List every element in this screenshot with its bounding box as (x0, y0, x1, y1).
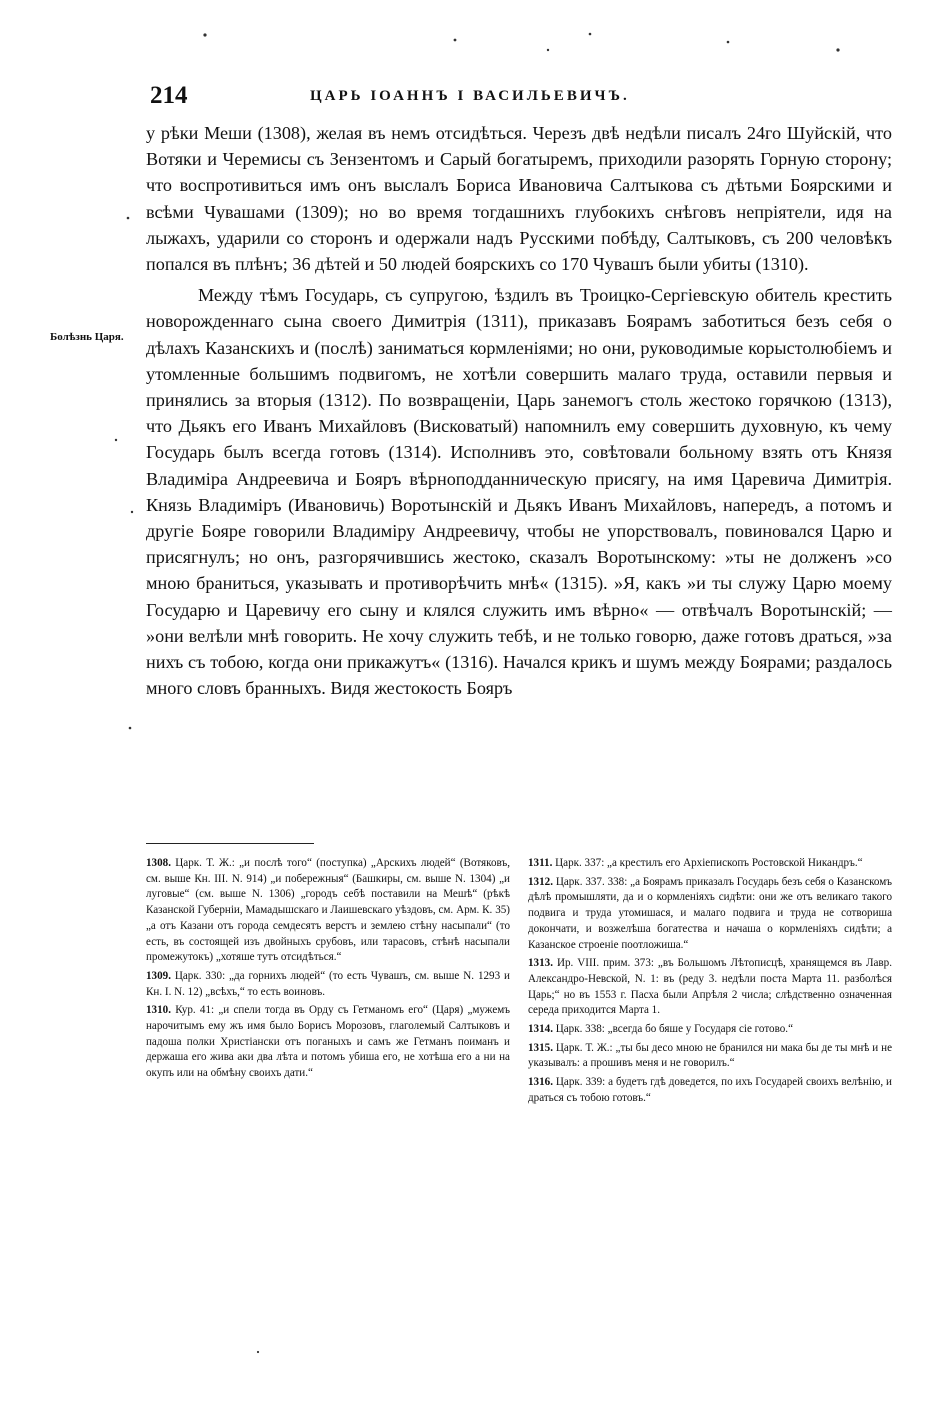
main-text (146, 120, 892, 701)
footnote-number: 1309. (146, 969, 171, 982)
footnote (528, 1022, 892, 1038)
footnotes-left-column (146, 856, 510, 1085)
footnote-text: Царк. 337. 338: „а Боярамъ приказалъ Государь безъ себя о Казанскомъ дѣлѣ промышляти, да и о кормленіяхъ сидѣти: они же отъ великаго такого подвига и труда утомишася, и малаго подвига и труда не сотвориша докончати, и возжелѣша богатества и начаша о кормленіяхъ сидѣти; а Казанское строеніе поотложиша.“ (528, 875, 892, 951)
footnote (146, 969, 510, 1000)
page-number: 214 (150, 82, 188, 109)
footnote (146, 856, 510, 966)
footnote-text: Царк. 338: „всегда бо бяше у Государя сіе готово.“ (555, 1023, 793, 1036)
footnote (528, 956, 892, 1019)
page-header (150, 82, 890, 116)
footnote-number: 1313. (528, 957, 553, 970)
footnotes-right-column (528, 856, 892, 1110)
paragraph-illness: Между тѣмъ Государь, съ супругою, ѣздилъ въ Троицко-Сергіевскую обитель крестить новорожденнаго сына своего Димитрія (1311), приказавъ Боярамъ заботиться безъ себя о дѣлахъ Казанскихъ и (послѣ) заниматься кормленіями; но они, руководимые корыстолюбіемъ и утомленные большимъ подвигомъ, не хотѣли совершить малаго труда, оставили первыя и принялись за вторыя (1312). По возвращеніи, Царь занемогъ столь жестоко горячкою (1313), что Дьякъ его Иванъ Михайловъ (Висковатый) напомнилъ ему совершить духовную, къ чему Государь былъ всегда готовъ (1314). Исполнивъ это, совѣтовали больному взять отъ Князя Владиміра Андреевича и Бояръ вѣрноподданническую присягу, на имя Царевича Димитрія. Князь Владиміръ (Ивановичь) Воротынскій и Дьякъ Иванъ Михайловъ, напередъ, а потомъ и другіе Бояре говорили Владиміру Андреевичу, чтобы не упорствовалъ, повиновался Царю и присягнулъ; но онъ, разгорячившись жестоко, сказалъ Воротынскому: »ты не долженъ »со мною браниться, указывать и противорѣчить мнѣ« (1315). »Я, какъ »и ты служу Царю моему Государю и Царевичу его сыну и клялся служить имъ вѣрно« — отвѣчалъ Воротынскій; — »они велѣли мнѣ говорить. Не хочу служить тебѣ, и не только говорю, даже готовъ драться, »за нихъ съ тобою, когда они прикажутъ« (1316). Начался крикъ и шумъ между Боярами; раздалось много словъ бранныхъ. Видя жестокость Бояръ (146, 285, 892, 699)
running-title: ЦАРЬ IОАННЪ I ВАСИЛЬЕВИЧЪ. (310, 88, 630, 104)
footnote-text: Царк. 339: а будетъ гдѣ доведется, по ихъ Государей своихъ велѣнію, и драться съ тобою готовъ.“ (528, 1076, 892, 1104)
footnote-number: 1312. (528, 875, 553, 888)
footnote (528, 1075, 892, 1106)
footnote-text: Царк. 337: „а крестилъ его Архіепископъ Ростовской Никандръ.“ (555, 857, 863, 869)
footnote-number: 1310. (146, 1004, 171, 1017)
footnote-number: 1316. (528, 1076, 553, 1089)
footnote-text: Царк. Т. Ж.: „и послѣ того“ (поступка) „Арскихъ людей“ (Вотяковъ, см. выше Кн. III. N. 914) „и побережныя“ (Башкиры, см. выше N. 1304) „и луговые“ (см. выше N. 1306) „городъ себѣ поставили на Мешѣ“ (рѣкѣ Казанской Губерніи, Мамадышскаго и Лаишевскаго уѣздовъ, см. Арм. К. 35) „а отъ Казани отъ города семдесятъ верстъ и землею стѣну насыпали“ (то есть, въ состоящей изъ двойныхъ срубовъ, или тарасовъ, стѣнѣ насыпали промежутокъ) „хотяше тутъ отсидѣться.“ (146, 857, 510, 964)
footnote (528, 875, 892, 954)
paragraph-continued: у рѣки Меши (1308), желая въ немъ отсидѣться. Черезъ двѣ недѣли писалъ 24го Шуйскій, что Вотяки и Черемисы съ Зензентомъ и Сарый богатыремъ, приходили разорять Горную сторону; что воспротивиться имъ онъ выслалъ Бориса Ивановича Салтыкова съ дѣтьми Боярскими и всѣми Чувашами (1309); но во время тогдашнихъ глубокихъ снѣговъ непріятели, идя на лыжахъ, ударили со сторонъ и одержали надъ Русскими побѣду, Салтыковъ, съ 200 человѣкъ попался въ плѣнъ; 36 дѣтей и 50 людей боярскихъ со 170 Чувашъ были убиты (1310). (146, 123, 892, 275)
footnote-separator (146, 843, 314, 844)
footnote-text: Кур. 41: „и спели тогда въ Орду съ Гетманомъ его“ (Царя) „мужемъ нарочитымъ ему жъ имя было Борисъ Морозовъ, глаголемый Салтыковъ и падоша полки Христіански отъ поганыхъ и самъ же Гетманъ поиманъ и держаша его жива аки два лѣта и потомъ убиша его, не хотѣша его а ни на окупъ или на обмѣну своихъ дати.“ (146, 1004, 510, 1080)
footnote-number: 1314. (528, 1023, 553, 1036)
footnote-text: Царк. Т. Ж.: „ты бы десо мною не бранился ни мака бы де ты мнѣ и не указывалъ: а прошивъ меня и не говорилъ.“ (528, 1041, 892, 1070)
footnotes (146, 856, 892, 1276)
footnote-number: 1315. (528, 1041, 553, 1054)
footnote (146, 1003, 510, 1082)
margin-note: Болѣзнь Царя. (50, 331, 124, 343)
footnote-number: 1311. (528, 857, 553, 869)
footnote (528, 856, 892, 872)
footnote-text: Ир. VIII. прим. 373: „въ Большомъ Лѣтописцѣ, хранящемся въ Лавр. Александро-Невской, N. 1: въ (реду 3. недѣли поста Марта 11. разболѣся Царь;“ но въ 1553 г. Пасха были Апрѣля 2 числа; слѣдственно означенная середа приходится Марта 1. (528, 957, 892, 1017)
footnote (528, 1041, 892, 1072)
footnote-text: Царк. 330: „да горнихъ людей“ (то есть Чувашъ, см. выше N. 1293 и Кн. I. N. 12) „всѣхъ,“ то есть воиновъ. (146, 969, 510, 998)
footnote-number: 1308. (146, 857, 171, 869)
